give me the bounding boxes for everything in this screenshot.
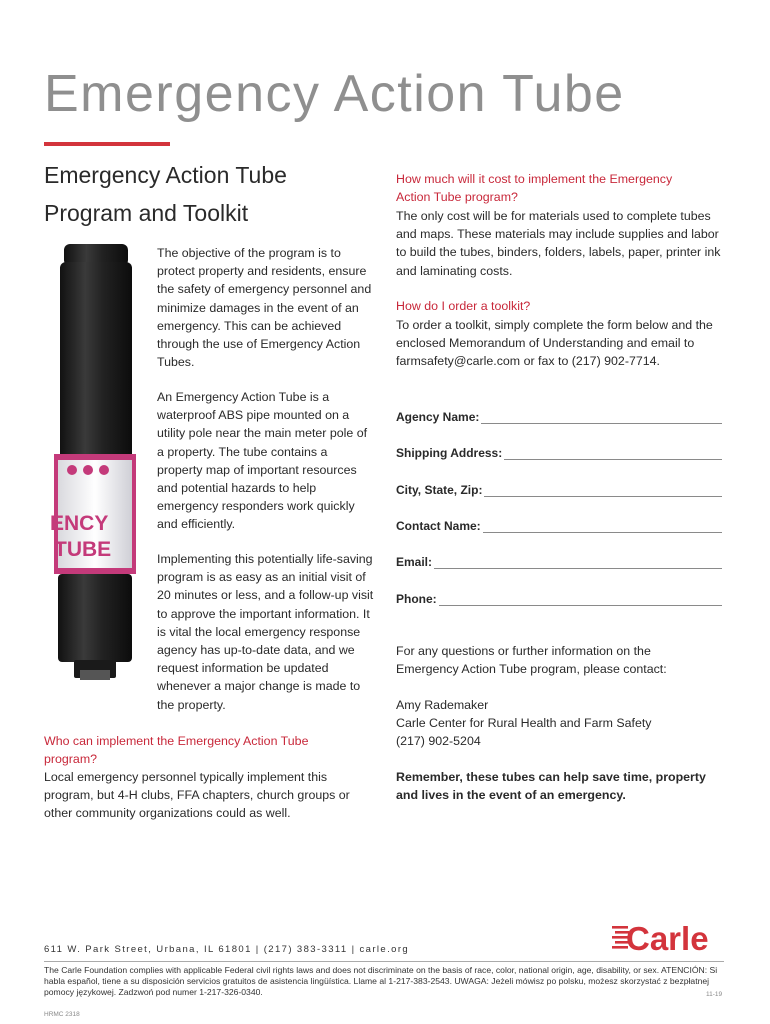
shipping-address-field[interactable]: [396, 442, 722, 460]
contact-name-label: Contact Name:: [396, 519, 481, 533]
footer-date-code: 11-19: [706, 991, 723, 998]
who-heading: Who can implement the Emergency Action Tube program?: [44, 734, 309, 767]
who-paragraph: Local emergency personnel typically implement this program, but 4-H clubs, FFA chapters, church groups or other community organizations could as well.: [44, 770, 350, 821]
page-title: Emergency Action Tube: [44, 65, 625, 123]
closing-note: Remember, these tubes can help save time, property and lives in the event of an emergency.: [396, 770, 706, 803]
footer-address: 611 W. Park Street, Urbana, IL 61801 | (217) 383-3311 | carle.org: [44, 944, 410, 955]
contact-phone: (217) 902-5204: [396, 734, 481, 748]
footer-notice: The Carle Foundation complies with applicable Federal civil rights laws and does not discriminate on the basis of race, color, national origin, age, disability, or sex. ATENCIÓN: Si habla español, tiene a su disposición servicios gratuitos de asistencia lingüística. Llame al 1-217-383-2543. UWAGA: Jeżeli mówisz po polsku, możesz skorzystać z bezpłatnej pomocy językowej. Zadzwoń pod numer 1-217-326-0340.: [44, 965, 718, 997]
cost-paragraph: The only cost will be for materials used to complete tubes and maps. These materials may include supplies and labor to build the tubes, binders, folders, labels, paper, printer ink and laminating costs.: [396, 209, 721, 278]
description-paragraph: An Emergency Action Tube is a waterproof ABS pipe mounted on a utility pole near the main meter pole of a property. The tube contains a property map of important resources and potential hazards to help emergency responders work quickly and efficiently.: [157, 390, 368, 532]
implementing-paragraph: Implementing this potentially life-saving program is as easy as an initial visit of 20 minutes or less, and a follow-up visit to approve the important information. It is vital the local emergency response agency has up-to-date data, and we request information be updated whenever a major change is made to the property.: [157, 552, 374, 712]
contact-name: Amy Rademaker: [396, 698, 489, 712]
cost-heading: How much will it cost to implement the Emergency Action Tube program?: [396, 172, 673, 205]
agency-name-field[interactable]: [396, 406, 722, 424]
footer-form-code: HRMC 2318: [44, 1011, 80, 1018]
agency-name-label: Agency Name:: [396, 410, 480, 424]
page-subtitle: Emergency Action Tube Program and Toolkit: [44, 162, 287, 226]
shipping-address-line[interactable]: [504, 448, 722, 460]
phone-field[interactable]: [396, 588, 722, 606]
agency-name-line[interactable]: [481, 412, 722, 424]
email-line[interactable]: [434, 557, 722, 569]
title-accent-rule: [44, 142, 170, 146]
order-paragraph: To order a toolkit, simply complete the form below and the enclosed Memorandum of Understanding and email to farmsafety@carle.com or fax to (217) 902-7714.: [396, 318, 713, 369]
tube-label-line2: TUBE: [54, 538, 112, 561]
phone-line[interactable]: [439, 594, 722, 606]
logo-text: Carle: [626, 920, 709, 956]
city-state-zip-label: City, State, Zip:: [396, 483, 483, 497]
carle-logo: [612, 916, 726, 956]
tube-label-line1: ENCY: [50, 512, 109, 535]
contact-name-line[interactable]: [483, 521, 722, 533]
shipping-address-label: Shipping Address:: [396, 446, 503, 460]
city-state-zip-field[interactable]: [396, 479, 722, 497]
contact-organization: Carle Center for Rural Health and Farm Safety: [396, 716, 652, 730]
objective-paragraph: The objective of the program is to protect property and residents, ensure the safety of emergency personnel and minimize damages in the event of an emergency. This can be achieved through the use of Emergency Action Tubes.: [157, 246, 372, 370]
city-state-zip-line[interactable]: [484, 485, 722, 497]
contact-intro: For any questions or further information on the Emergency Action Tube program, please contact:: [396, 644, 667, 677]
emergency-action-tube-image: [50, 244, 144, 684]
phone-label: Phone:: [396, 592, 437, 606]
order-heading: How do I order a toolkit?: [396, 299, 531, 313]
footer-divider: [44, 961, 724, 962]
email-label: Email:: [396, 555, 433, 569]
contact-name-field[interactable]: [396, 515, 722, 533]
email-field[interactable]: [396, 551, 722, 569]
